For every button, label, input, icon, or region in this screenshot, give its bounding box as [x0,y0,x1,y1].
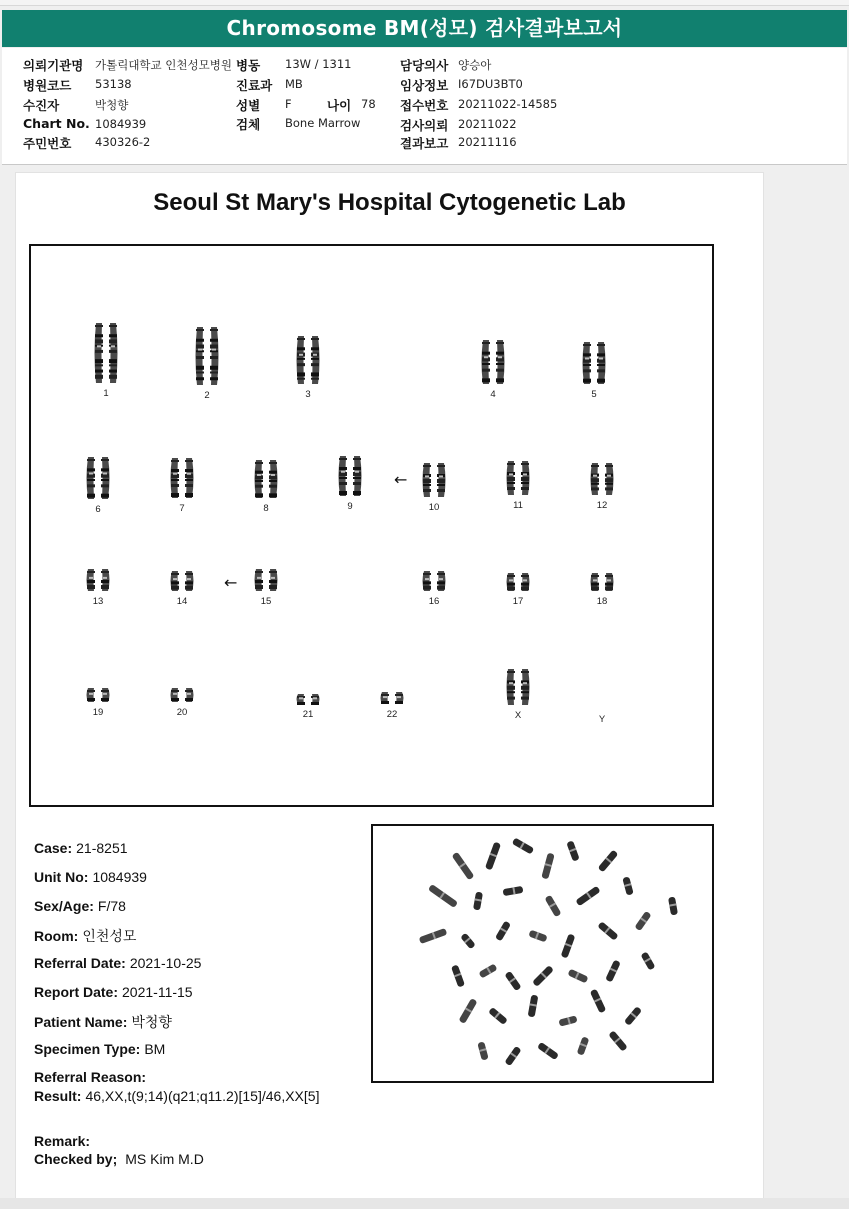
metaphase-chromosome [668,897,678,916]
age-label: 나이 [327,98,352,113]
chromosome-graphic [473,338,513,386]
chromosome-graphic [78,567,118,593]
receipt-value: 20211022-14585 [458,97,558,111]
chart-no-label: Chart No. [23,116,90,131]
chromosome-graphic [498,667,538,707]
report-title: Chromosome BM(성모) 검사결과보고서 [226,16,623,40]
result-label: Result: [34,1088,82,1104]
physician-label: 담당의사 [400,58,449,73]
metaphase-chromosome [597,921,618,941]
metaphase-chromosome [419,928,448,944]
metaphase-chromosome [541,853,554,880]
metaphase-chromosome [598,850,619,873]
referral-reason-line [34,1069,150,1085]
chromosome-pair-4 [463,338,523,400]
receipt-label: 접수번호 [400,98,449,113]
metaphase-chromosome [512,837,535,854]
chromatid [185,688,194,702]
metaphase-chromosome [451,964,465,987]
report-date-value: 2021-11-15 [122,984,193,1000]
chromosome-number-label: 20 [176,707,188,718]
chromosome-graphic [414,569,454,593]
metaphase-chromosome [528,930,547,943]
remark-label: Remark: [34,1133,91,1149]
chromosome-pair-10 [404,461,464,513]
chromosome-number-label: 21 [302,709,314,720]
chromosome-pair-22 [362,690,422,720]
chromatid [339,456,348,496]
chromosome-pair-8 [236,458,296,514]
metaphase-chromosome [561,934,576,959]
chromatid [311,694,320,705]
metaphase-chromosome [640,951,655,970]
chromatid [381,692,390,704]
request-value: 20211022 [458,117,517,131]
chromatid [591,573,600,591]
recipient-value: 박청향 [95,98,129,112]
chromosome-graphic [498,459,538,497]
chromosome-graphic [498,571,538,593]
chromosome-graphic [78,455,118,501]
chromosome-pair-1 [76,321,136,399]
chromosome-number-label: 1 [103,388,109,399]
metaphase-chromosome [537,1042,559,1060]
chromosome-graphic [86,321,126,385]
chromosome-number-label: 2 [204,390,210,401]
chromatid [101,457,110,499]
chromosome-number-label: 15 [260,596,272,607]
room-label: Room: [34,928,79,944]
chromatid [507,461,516,495]
id-value: 430326-2 [95,135,151,149]
chromatid [185,458,194,498]
report-date-value: 20211116 [458,135,517,149]
report-date-label: 결과보고 [400,136,449,151]
metaphase-chromosome [544,895,561,918]
checked-label: Checked by; [34,1151,118,1167]
chromosome-pair-19 [68,686,128,718]
chromatid [87,688,96,702]
metaphase-chromosome [590,989,606,1014]
chromosome-pair-9 [320,454,380,512]
recipient-label: 수진자 [23,98,60,113]
chromosome-number-label: 6 [95,504,101,515]
chromosome-number-label: 16 [428,596,440,607]
request-label: 검사의뢰 [400,118,449,133]
chromatid [311,336,320,384]
chromatid [269,569,278,591]
chromatid [605,573,614,591]
chromosome-pair-2 [177,325,237,401]
chromosome-pair-12 [572,461,632,511]
chromatid [591,463,600,495]
patient-name-label: Patient Name: [34,1014,128,1030]
patient-line [34,1012,172,1032]
result-value: 46,XX,t(9;14)(q21;q11.2)[15]/46,XX[5] [85,1088,320,1104]
metaphase-chromosome [567,969,588,984]
chromatid [87,457,96,499]
metaphase-chromosome [577,1036,590,1055]
metaphase-chromosome [624,1006,642,1026]
chromatid [255,460,264,498]
sex-label: 성별 [236,98,261,113]
chromosome-pair-18 [572,571,632,607]
chromatid [437,463,446,497]
chromatid [109,323,118,383]
metaphase-chromosome [458,998,477,1024]
chromosome-pair-x [488,667,548,721]
case-line [34,840,128,856]
karyogram-panel [29,244,714,807]
chromatid [605,463,614,495]
specimen-label: 검체 [236,117,261,132]
metaphase-chromosome [478,963,497,978]
chromosome-number-label: Y [598,714,606,725]
chromosome-number-label: 4 [490,389,496,400]
chromosome-number-label: 3 [305,389,311,400]
institution-value: 가톨릭대학교 인천성모병원 [95,58,232,72]
report-date-line [34,984,193,1000]
metaphase-chromosome [428,884,458,908]
chromatid [507,669,516,705]
chromatid [507,573,516,591]
case-label: Case: [34,840,73,856]
lab-title: Seoul St Mary's Hospital Cytogenetic Lab [153,189,626,216]
institution-label: 의뢰기관명 [23,58,84,73]
unit-value: 1084939 [92,869,147,885]
chromatid [87,569,96,591]
report-title-bar [2,10,847,47]
chromosome-number-label: 10 [428,502,440,513]
chromatid [297,336,306,384]
report-date-label: Report Date: [34,984,119,1000]
abnormal-chr14-arrow-icon: ← [224,573,238,592]
chromosome-graphic [246,567,286,593]
chromosome-pair-6 [68,455,128,515]
hospital-code-label: 병원코드 [23,78,72,93]
checked-value: MS Kim M.D [125,1151,204,1167]
chromosome-pair-y [572,711,632,725]
chromatid [269,460,278,498]
unit-line [34,869,147,885]
chromosome-pair-11 [488,459,548,511]
chromatid [521,669,530,705]
chromosome-pair-13 [68,567,128,607]
chromosome-pair-15 [236,567,296,607]
metaphase-chromosome [608,1030,628,1051]
chromosome-number-label: 14 [176,596,188,607]
chromatid [496,340,505,384]
room-value: 인천성모 [82,928,137,944]
chromatid [171,458,180,498]
chromatid [395,692,404,704]
chromatid [353,456,362,496]
chromatid [437,571,446,591]
chromosome-pair-5 [564,340,624,400]
chromatid [423,571,432,591]
metaphase-chromosome [488,1007,508,1025]
metaphase-chromosome [485,842,501,871]
chromosome-number-label: 5 [591,389,597,400]
metaphase-chromosome [532,965,554,987]
chromosome-number-label: 11 [513,500,523,511]
metaphase-chromosome [566,840,579,861]
patient-info-panel [2,48,847,165]
chromosome-graphic [246,458,286,500]
chromatid [297,694,306,705]
patient-name-value: 박청향 [131,1014,172,1030]
chromosome-graphic [288,334,328,386]
chromosome-graphic [162,686,202,704]
chromatid [95,323,104,383]
chromosome-graphic [78,686,118,704]
chromatid [583,342,592,384]
chromatid [101,569,110,591]
chromosome-number-label: 8 [263,503,269,514]
metaphase-chromosome [504,971,521,991]
case-value: 21-8251 [76,840,128,856]
metaphase-chromosome [634,911,651,931]
chromosome-number-label: 7 [179,503,185,514]
chromosome-graphic [372,690,412,706]
chromosome-pair-17 [488,571,548,607]
clinical-label: 임상정보 [400,78,449,93]
karyotype-report-page [15,172,764,1202]
unit-label: Unit No: [34,869,89,885]
chromosome-number-label: 19 [92,707,104,718]
metaphase-chromosome [495,921,511,942]
abnormal-chr9-arrow-icon: ← [394,470,408,489]
chromosome-graphic [288,692,328,706]
ward-label: 병동 [236,58,261,73]
chromatid [185,571,194,591]
sexage-value: F/78 [97,898,126,914]
chromatid [196,327,205,385]
dept-label: 진료과 [236,78,273,93]
hospital-code-value: 53138 [95,77,132,91]
id-label: 주민번호 [23,136,72,151]
sexage-line [34,898,126,914]
bottom-band [0,1198,849,1209]
specimen-type-line [34,1041,165,1057]
metaphase-chromosome [452,852,475,881]
metaphase-chromosome [622,876,633,895]
chromosome-graphic [162,456,202,500]
chromatid [171,688,180,702]
physician-value: 양승아 [458,58,492,72]
chromosome-graphic [582,571,622,593]
chromatid [423,463,432,497]
chromatid [210,327,219,385]
chromosome-pair-16 [404,569,464,607]
referral-date-value: 2021-10-25 [129,955,202,971]
chromosome-graphic [574,340,614,386]
chromatid [482,340,491,384]
chromosome-number-label: 9 [347,501,353,512]
chromatid [597,342,606,384]
chart-no-value: 1084939 [95,117,147,131]
chromosome-graphic [414,461,454,499]
specimen-type-label: Specimen Type: [34,1041,141,1057]
chromosome-number-label: 17 [512,596,524,607]
room-line [34,926,136,946]
age-value: 78 [361,97,376,111]
metaphase-chromosome [473,892,483,911]
chromosome-pair-21 [278,692,338,720]
chromatid [255,569,264,591]
chromosome-graphic [330,454,370,498]
ward-value: 13W / 1311 [285,57,352,71]
chromatid [101,688,110,702]
clinical-value: I67DU3BT0 [458,77,523,91]
referral-reason-label: Referral Reason: [34,1069,147,1085]
metaphase-chromosome [558,1015,577,1026]
metaphase-chromosome [504,1046,521,1066]
metaphase-chromosome [477,1041,488,1060]
metaphase-spread-graphic [373,826,712,1081]
referral-date-line [34,955,201,971]
chromosome-pair-20 [152,686,212,718]
metaphase-chromosome [605,960,621,983]
result-line [34,1088,319,1104]
chromosome-graphic [162,569,202,593]
chromosome-graphic [582,461,622,497]
metaphase-chromosome [503,886,524,896]
specimen-type-value: BM [144,1041,166,1057]
chromatid [171,571,180,591]
chromatid [521,461,530,495]
sex-value: F [285,97,292,111]
chromosome-pair-3 [278,334,338,400]
metaphase-chromosome [460,933,476,950]
chromosome-pair-14 [152,569,212,607]
chromosome-number-label: 18 [596,596,608,607]
referral-date-label: Referral Date: [34,955,126,971]
chromosome-pair-7 [152,456,212,514]
chromosome-number-label: 13 [92,596,104,607]
chromosome-number-label: 22 [386,709,398,720]
metaphase-chromosome [528,995,539,1018]
specimen-value: Bone Marrow [285,116,361,130]
remark-line [34,1133,94,1149]
chromatid [521,573,530,591]
sexage-label: Sex/Age: [34,898,94,914]
chromosome-graphic [187,325,227,387]
metaphase-chromosome [575,886,600,907]
metaphase-spread-image [371,824,714,1083]
top-border [0,0,849,6]
chromosome-number-label: 12 [596,500,608,511]
checked-line [34,1151,204,1167]
dept-value: MB [285,77,303,91]
chromosome-number-label: X [514,710,522,721]
